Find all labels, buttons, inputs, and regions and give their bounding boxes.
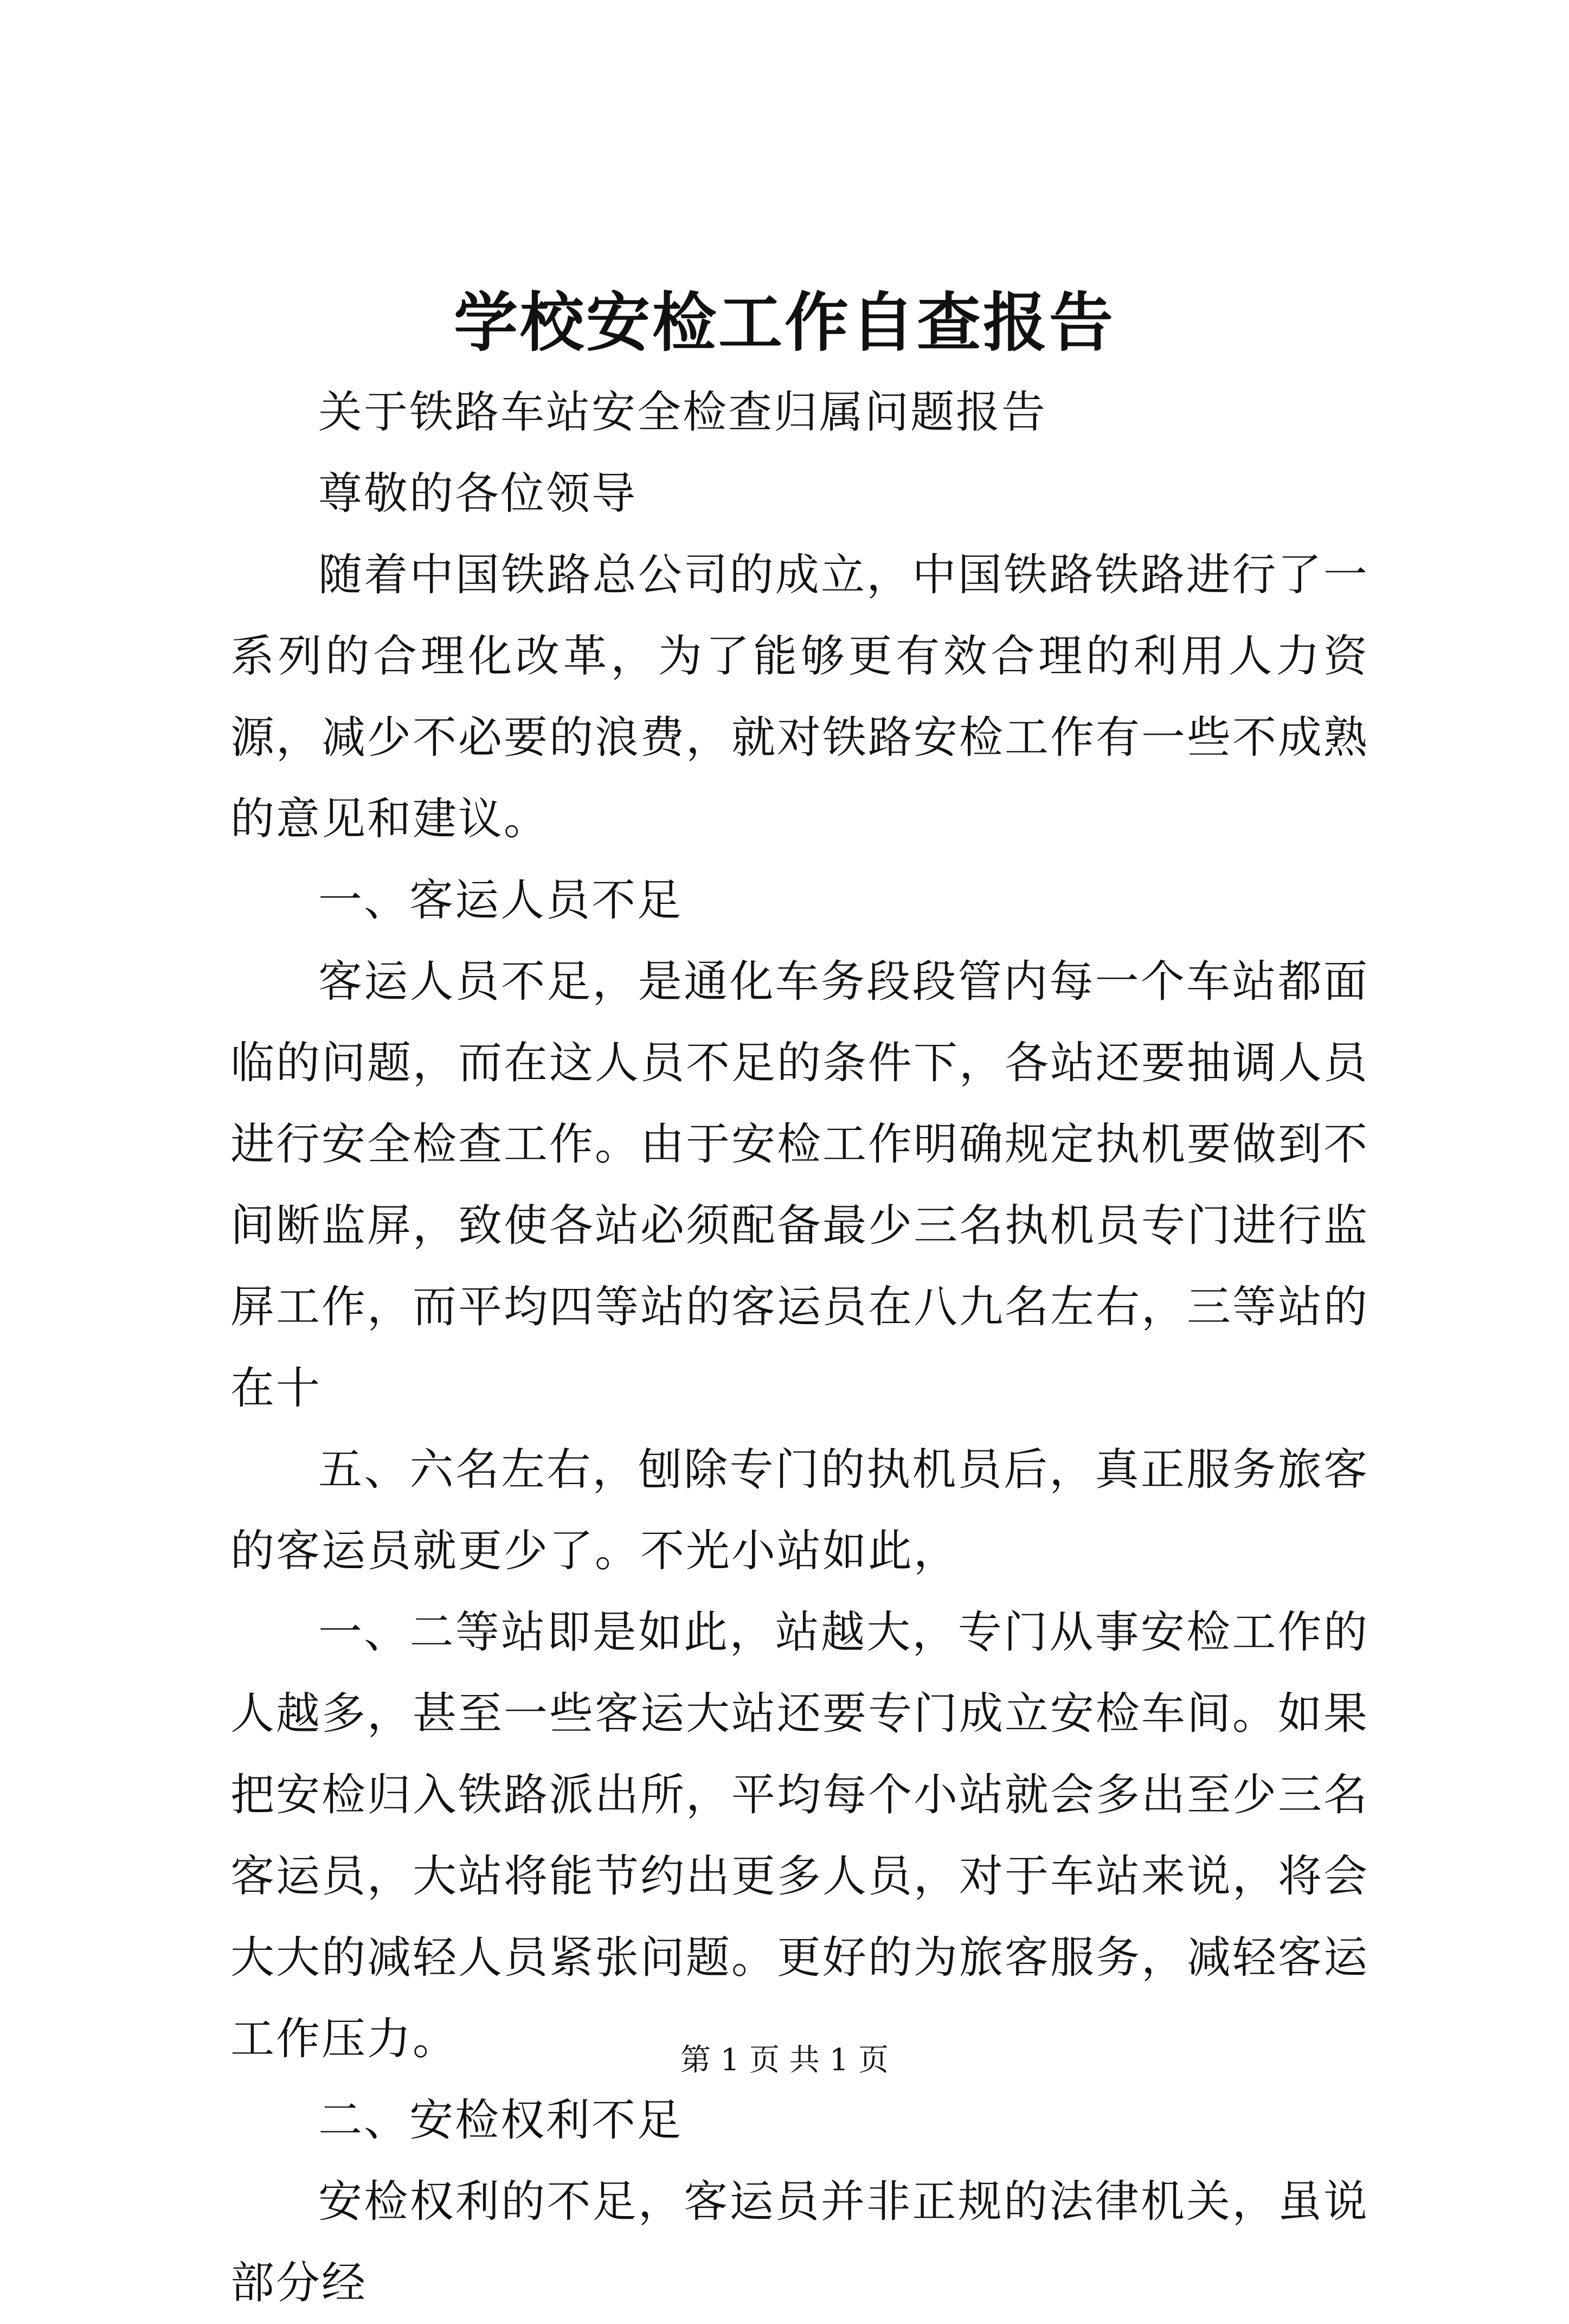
paragraph-section-2a: 安检权利的不足，客运员并非正规的法律机关，虽说部分经 [230,2177,1369,2309]
section-heading-1: 一、客运人员不足 [318,875,683,926]
section-heading-2: 二、安检权利不足 [318,2095,683,2146]
paragraph-section-1a: 客运人员不足，是通化车务段段管内每一个车站都面临的问题，而在这人员不足的条件下，各站还要抽调人员进行安全检查工作。由于安检工作明确规定执机要做到不间断监屏，致使各站必须配备最少三名执机员专门进行监屏工作，而平均四等站的客运员在八九名左右，三等站的在十 [230,956,1369,1414]
paragraph-salutation: 尊敬的各位领导 [318,468,638,519]
paragraph-intro: 随着中国铁路总公司的成立，中国铁路铁路进行了一系列的合理化改革，为了能够更有效合理的利用人力资源，减少不必要的浪费，就对铁路安检工作有一些不成熟的意见和建议。 [230,550,1369,845]
paragraph-section-1b: 五、六名左右，刨除专门的执机员后，真正服务旅客的客运员就更少了。不光小站如此， [230,1445,1369,1577]
document-body [230,372,1369,2324]
document-title: 学校安检工作自查报告 [453,285,1115,360]
paragraph-section-1c: 一、二等站即是如此，站越大，专门从事安检工作的人越多，甚至一些客运大站还要专门成立安检车间。如果把安检归入铁路派出所，平均每个小站就会多出至少三名客运员，大站将能节约出更多人员，对于车站来说，将会大大的减轻人员紧张问题。更好的为旅客服务，减轻客运工作压力。 [230,1607,1369,2065]
page-footer: 第 1 页 共 1 页 [680,2043,889,2078]
paragraph-subtitle: 关于铁路车站安全检查归属问题报告 [318,387,1047,438]
